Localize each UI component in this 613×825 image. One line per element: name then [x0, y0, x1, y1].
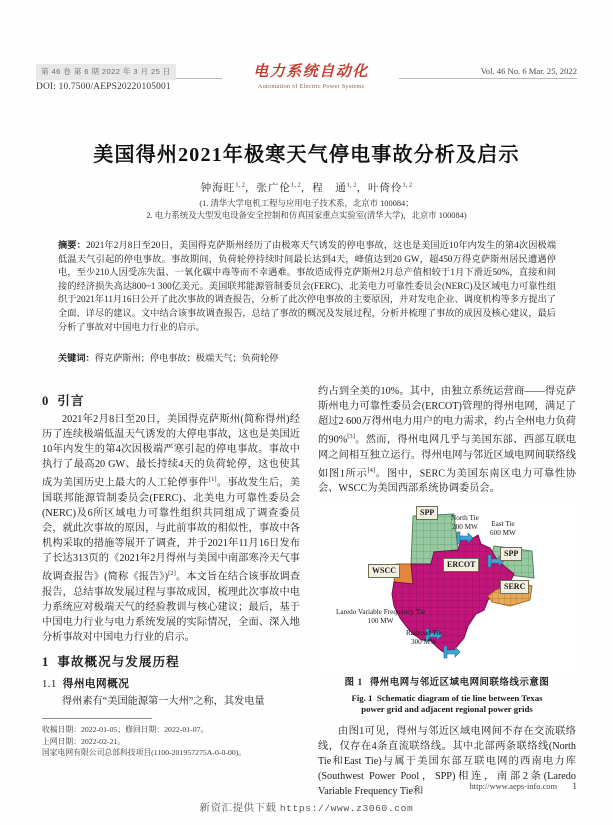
volume-issue-badge: 第 46 卷 第 6 期 2022 年 3 月 25 日 [36, 64, 176, 80]
tie-name-laredo: Laredo Variable Frequency Tie [336, 608, 426, 617]
figure-caption-cn-text: 得州电网与邻近区域电网间联络线示意图 [369, 676, 550, 688]
tie-name-railroad: Railroad Tie [406, 629, 442, 638]
citation-ref-3: [3] [347, 433, 355, 441]
section-heading-1 [42, 655, 300, 670]
keywords-label: 关键词： [58, 353, 95, 363]
intro-text-b: 。事故发生后，美国联邦能源管制委员会(FERC)、北美电力可靠性委员会(NERC)及6所区域电力可靠性组织共同组成了调查委员会，就此次事故的原因，与此前事故的相似性，事故中各机构采取的措施等展开了调查，并于2021年11月16日发布了长达313页的《2021年2月得州与美国中南部寒冷天气事故调查报告》(简称《报告》) [42, 477, 301, 583]
figure-caption-en [318, 693, 576, 716]
footer-page-number: 1 [572, 781, 577, 791]
body-column-right [318, 384, 576, 799]
citation-ref-2: [2] [168, 570, 176, 578]
abstract-block [58, 239, 556, 334]
author-name: 张广伦 [256, 183, 291, 194]
body-column-left [42, 384, 300, 710]
figure-caption-en-line1: Schematic diagram of tie line between Texas [376, 692, 543, 703]
grid-text-c: 。图中，SERC为美国东南区电力可靠性协会、WSCC为美国西部系统协调委员会。 [318, 468, 577, 495]
abstract-label: 摘要： [58, 240, 86, 250]
tie-name-east: East Tie [491, 520, 515, 529]
section-heading-0 [42, 394, 300, 409]
footnote-block [42, 724, 304, 759]
section-heading-1-1 [42, 677, 300, 692]
map-label-ercot: ERCOT [443, 558, 479, 572]
watermark-label: 新资汇提供下载 [199, 803, 277, 814]
doi-text: DOI: 10.7500/AEPS20220105001 [36, 82, 171, 92]
journal-title-en: Automation of Electric Power Systems [257, 83, 365, 90]
keywords-text: 得克萨斯州；停电事故；极端天气；负荷轮停 [94, 353, 279, 363]
affiliations [36, 198, 577, 222]
volume-issue-en: Vol. 46 No. 6 Mar. 25, 2022 [480, 66, 577, 76]
author-name: 钟海旺 [200, 183, 236, 194]
citation-ref-4: [4] [367, 466, 376, 474]
texas-tie-line-map-svg [318, 502, 576, 672]
paragraph-after-figure: 由图1可见，得州与邻近区域电网间不存在交流联络线，仅存在4条直流联络线。其中北部两条联络线(North Tie和East Tie)与属于美国东部互联电网的西南电力库(Southwest Power Pool，SPP)相连，南部2条(Laredo Variable Frequency Tie和 [318, 725, 576, 798]
map-label-wscc: WSCC [368, 564, 400, 578]
figure-number-en: Fig. 1 [351, 692, 373, 703]
tie-capacity-railroad: 300 MW [410, 638, 437, 647]
paragraph-intro [42, 412, 300, 645]
download-watermark [0, 799, 613, 814]
intro-text-a: 2021年2月8日至20日，美国得克萨斯州(简称得州)经历了连续极端低温天气诱发的大停电事故，这也是美国近10年内发生的第4次因极端严寒引起的停电事故。事故中执行了最高20 GW、最长持续4天的负荷轮停，这也使其成为美国历史上最大的人工轮停事件 [42, 414, 300, 489]
tie-callout-east [490, 520, 516, 538]
abstract-text: 2021年2月8日至20日，美国得克萨斯州经历了由极寒天气诱发的停电事故，这也是美国近10年内发生的第4次因极端低温天气引起的停电事故。事故期间，负荷轮停持续时间最长达到4天，峰值达到20 GW，超450万得克萨斯州居民遭遇停电，至少210人因受冻失温、一氧化碳中毒等而不幸遇难。事故造成得克萨斯州2月总产值相较于1月下滑近50%，直接和间接的经济损失高达800~1 300亿美元。美国联邦能源管制委员会(FERC)、北美电力可靠性委员会(NERC)及区域电力可靠性组织于2021年11月16日公开了此次事故的调查报告，分析了此次停电事故的主要原因，并对发电企业、调度机构等多方提出了全面、详尽的建议。文中结合该事故调查报告，总结了事故的概况及发展过程，分析并梳理了事故的成因及核心建议，最后分析了事故对中国电力行业的启示。 [58, 240, 557, 332]
keywords-block [58, 352, 556, 366]
figure-caption-cn [318, 674, 576, 691]
header-rule-right [399, 78, 577, 79]
footnote-funding: 国家电网有限公司总部科技项目(1100-201957275A-0-0-00)。 [42, 748, 247, 758]
paper-title: 美国得州2021年极寒天气停电事故分析及启示 [93, 144, 520, 166]
author-list: 钟海旺$^{1, 2}$，张广伦$^{1, 2}$，程 通$^{1, 2}$，叶倚伶$^{1, 2}$ [200, 181, 413, 194]
map-label-spp-north: SPP [416, 506, 438, 520]
affiliation-2: 2. 电力系统及大型发电设备安全控制和仿真国家重点实验室(清华大学)，北京市 100084) [146, 211, 467, 220]
subsection-title: 得州电网概况 [62, 678, 130, 691]
intro-text-c: 。本文旨在结合该事故调查报告，总结事故发展过程与事故成因，梳理此次事故中电力系统应对极端天气的经验教训与核心建议；最后，基于中国电力行业与电力系统发展的实际情况，全面、深入地分析事故对中国电力行业的启示。 [42, 571, 301, 644]
author-affiliation-marker: 1, 2 [402, 181, 413, 189]
author-affiliation-marker: 1, 2 [346, 181, 357, 189]
section-title: 事故概况与发展历程 [57, 655, 180, 670]
tie-callout-railroad [406, 629, 442, 647]
paragraph-grid-overview: 得州素有“美国能源第一大州”之称，其发电量 [62, 696, 265, 708]
footnote-divider [42, 718, 152, 719]
figure-number-cn: 图 1 [344, 678, 363, 689]
footnote-dates: 收稿日期：2022-01-05；修回日期：2022-01-07。 [42, 725, 209, 734]
figure-1 [318, 502, 576, 715]
journal-title-cn: 电力系统自动化 [253, 64, 369, 80]
subsection-number: 1.1 [42, 679, 57, 691]
figure-caption-en-line2: power grid and adjacent regional power grids [361, 704, 533, 715]
section-number: 1 [42, 655, 50, 670]
author-name: 叶倚伶 [368, 183, 403, 194]
author-affiliation-marker: 1, 2 [291, 181, 301, 189]
section-title: 引言 [57, 394, 85, 408]
footnote-online-date: 上网日期：2022-02-21。 [42, 736, 126, 746]
affiliation-1: (1. 清华大学电机工程与应用电子技术系，北京市 100084； [199, 199, 414, 208]
tie-name-north: North Tie [451, 514, 479, 523]
section-number: 0 [42, 394, 50, 408]
texas-map-graphic [318, 502, 576, 672]
author-affiliation-marker: 1, 2 [235, 181, 245, 189]
map-label-spp-east: SPP [500, 547, 522, 561]
tie-capacity-east: 600 MW [490, 529, 516, 538]
footer-journal-url: http://www.aeps-info.com [469, 782, 557, 791]
grid-text-b: 。然而，得州电网几乎与美国东部、西部互联电网之间相互独立运行。得州电网与邻近区域电网间联络线如图1所示 [318, 434, 576, 480]
citation-ref-1: [1] [208, 476, 217, 484]
map-label-serc: SERC [500, 580, 529, 594]
paragraph-grid-overview-cont [318, 384, 576, 496]
grid-text-a: 约占到全美的10%。其中，由独立系统运营商——得克萨斯州电力可靠性委员会(ERCOT)管理的得州电网，满足了超过2 600万得州电力用户的电力需求，约占全州电力负荷的90% [318, 386, 576, 446]
tie-capacity-north: 200 MW [452, 523, 478, 532]
journal-masthead [36, 60, 577, 102]
tie-callout-north [451, 514, 479, 532]
watermark-url: https://www.z3060.com [279, 803, 414, 814]
journal-title-block [226, 60, 396, 90]
tie-callout-laredo [336, 608, 425, 626]
tie-capacity-laredo: 100 MW [367, 617, 394, 626]
author-name: 程 通 [312, 183, 347, 194]
